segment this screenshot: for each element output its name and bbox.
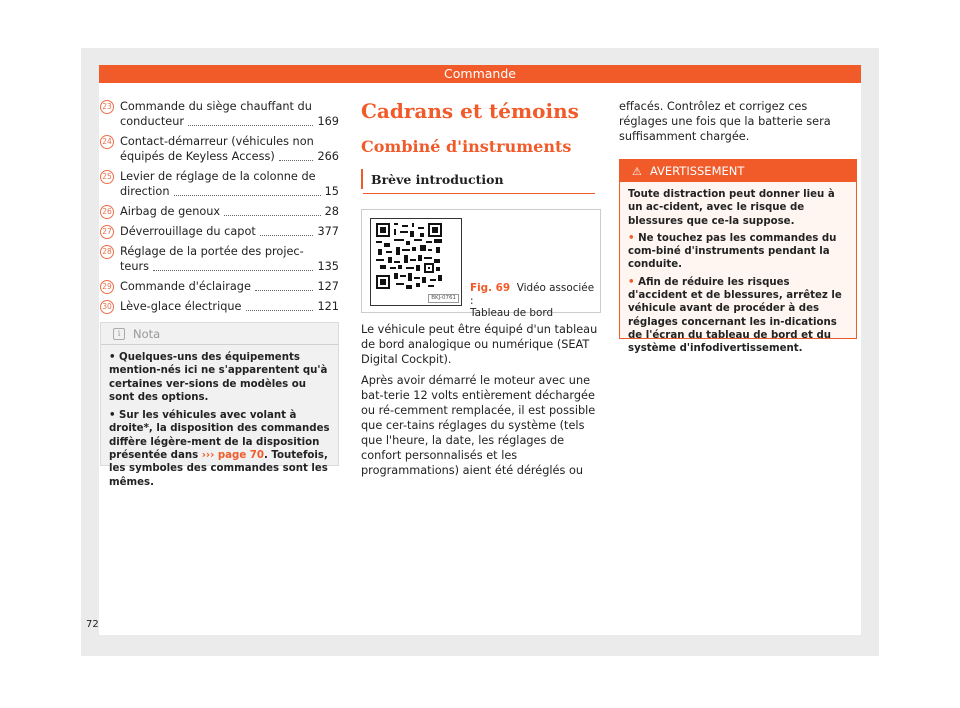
right-column: [619, 99, 857, 355]
toc-text-line: Levier de réglage de la colonne de: [120, 170, 316, 183]
figure-code: BKJ-0761: [428, 294, 459, 303]
toc-leader-dots: [188, 125, 313, 126]
toc-leader-dots: [279, 160, 314, 161]
toc-leader-dots: [153, 270, 313, 271]
toc-item[interactable]: [100, 99, 339, 129]
toc-text-line: Contact-démarreur (véhicules non: [120, 135, 314, 148]
main-column: [361, 99, 601, 477]
toc-text-line: Commande du siège chauffant du: [120, 100, 312, 113]
subsection-heading: Brève introduction: [361, 169, 601, 189]
toc-list: [100, 99, 339, 314]
info-icon: i: [113, 328, 125, 340]
body-text: [361, 322, 601, 484]
warning-bullet-1: • Ne touchez pas les commandes du com-biné d'instruments pendant la conduite.: [628, 232, 837, 271]
toc-leader-dots: [255, 290, 314, 291]
toc-label: Lève-glace électrique: [120, 300, 242, 313]
toc-page-number: 266: [317, 150, 339, 163]
toc-number-badge: 28: [100, 245, 114, 259]
toc-item[interactable]: [100, 204, 339, 219]
toc-item[interactable]: [100, 279, 339, 294]
toc-item[interactable]: [100, 244, 339, 274]
page-number: 72: [86, 619, 99, 630]
qr-code-image: [376, 223, 442, 289]
figure-label: Fig. 69: [470, 282, 511, 294]
body-paragraph-2: Après avoir démarré le moteur avec une bat-terie 12 volts entièrement déchargée ou ré-cemment remplacée, il est possible que cer-tains réglages du système (tels que l'heure, la date, les réglages de confort personnalisés et les programmations) aient été déréglés ou: [361, 374, 596, 477]
nota-title: Nota: [133, 326, 161, 341]
toc-number-badge: 25: [100, 170, 114, 184]
toc-label: Déverrouillage du capot: [120, 225, 256, 238]
warning-paragraph-1: Toute distraction peut donner lieu à un ac-cident, avec le risque de blessures que ce-la suppose.: [628, 189, 835, 227]
manual-page: [86, 65, 861, 635]
toc-page-number: 28: [324, 205, 339, 218]
toc-item[interactable]: [100, 134, 339, 164]
warning-triangle-icon: ⚠: [632, 164, 642, 178]
toc-number-badge: 26: [100, 205, 114, 219]
toc-item[interactable]: [100, 169, 339, 199]
warning-box: [619, 159, 857, 355]
toc-leader-dots: [260, 235, 314, 236]
toc-page-number: 135: [317, 260, 339, 273]
toc-item[interactable]: [100, 224, 339, 239]
toc-page-number: 377: [317, 225, 339, 238]
toc-leader-dots: [224, 215, 321, 216]
toc-leader-dots: [174, 195, 321, 196]
figure-caption: Fig. 69 Vidéo associée : Tableau de bord: [470, 282, 595, 319]
toc-text-line: Réglage de la portée des projec-: [120, 245, 304, 258]
page-link[interactable]: ››› page 70: [201, 450, 264, 462]
toc-label: Airbag de genoux: [120, 205, 221, 218]
toc-leader-dots: [246, 310, 314, 311]
toc-page-number: 121: [317, 300, 339, 313]
body-paragraph-1: Le véhicule peut être équipé d'un tableau de bord analogique ou numérique (SEAT Digital Cockpit).: [361, 323, 598, 366]
nota-box: [100, 322, 339, 488]
toc-column: [100, 99, 339, 319]
toc-number-badge: 27: [100, 225, 114, 239]
toc-label: direction: [120, 185, 170, 198]
toc-number-badge: 23: [100, 100, 114, 114]
toc-number-badge: 30: [100, 300, 114, 314]
toc-label: conducteur: [120, 115, 185, 128]
section-title: Cadrans et témoins: [361, 99, 579, 123]
nota-bullet-1: • Quelques-uns des équipements mention-nés ici ne s'apparentent qu'à certaines ver-sions de modèles ou sont des options.: [109, 352, 328, 403]
toc-item[interactable]: [100, 299, 339, 314]
qr-code[interactable]: [370, 218, 462, 306]
toc-page-number: 15: [324, 185, 339, 198]
toc-page-number: 169: [317, 115, 339, 128]
toc-label: équipés de Keyless Access): [120, 150, 275, 163]
nota-bullet-2: • Sur les véhicules avec volant à droite*, la disposition des commandes diffère légère-ment de la disposition présentée dans ››› page 70. Toutefois, les symboles des commandes sont les mêmes.: [109, 410, 330, 488]
page-frame: [81, 48, 879, 656]
figure-69: [361, 209, 601, 319]
toc-number-badge: 29: [100, 280, 114, 294]
toc-label: Commande d'éclairage: [120, 280, 251, 293]
chapter-header: Commande: [99, 65, 861, 83]
warning-bullet-2: • Afin de réduire les risques d'accident et de blessures, arrêtez le véhicule avant de procéder à des réglages concernant les in-dications de l'écran du tableau de bord et du système d'infodivertissement.: [628, 276, 842, 355]
toc-number-badge: 24: [100, 135, 114, 149]
section-subtitle: Combiné d'instruments: [361, 137, 572, 156]
toc-label: teurs: [120, 260, 150, 273]
warning-title: AVERTISSEMENT: [649, 164, 745, 178]
body-paragraph-3: effacés. Contrôlez et corrigez ces réglages une fois que la batterie sera suffisamment chargée.: [619, 100, 831, 143]
toc-page-number: 127: [317, 280, 339, 293]
